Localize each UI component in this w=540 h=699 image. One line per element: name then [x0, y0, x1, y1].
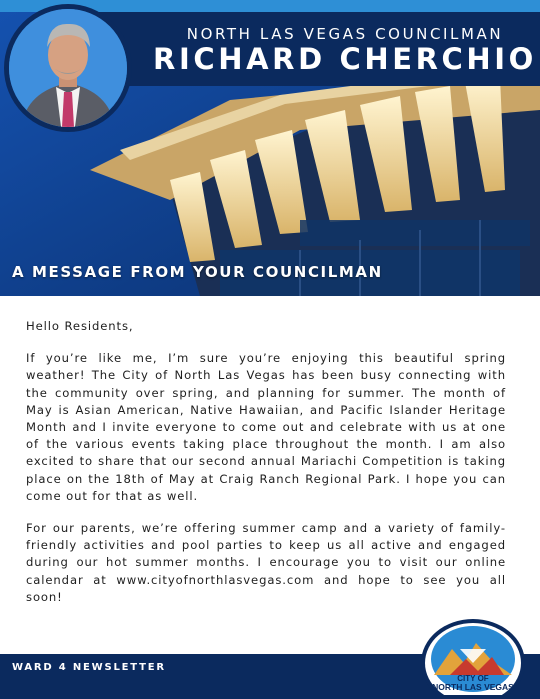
portrait-image	[9, 9, 127, 127]
hero-photo	[0, 0, 540, 296]
paragraph-1: If you’re like me, I’m sure you’re enjoying this beautiful spring weather! The City of North Las Vegas has been busy connecting with the community over spring, and planning for summer. The month of May is Asian American, Native Hawaiian, and Pacific Islander Heritage Month and I invite everyone to come out and celebrate with us at one of the various events taking place throughout the month. I am also excited to share that our second annual Mariachi Competition is taking place on the 18th of May at Craig Ranch Regional Park. I hope you can come out for that as well.	[26, 351, 506, 503]
councilman-portrait	[4, 4, 132, 132]
paragraph-2: For our parents, we’re offering summer camp and a variety of family-friendly activities and pool parties to keep us all active and engaged during our hot summer months. I encourage you to visit our online calendar at www.cityofnorthlasvegas.com and hope to see you all soon!	[26, 521, 506, 604]
logo-line-2: NORTH LAS VEGAS	[432, 682, 514, 692]
newsletter-label: WARD 4 NEWSLETTER	[12, 662, 166, 673]
councilman-title: NORTH LAS VEGAS COUNCILMAN	[186, 25, 504, 43]
letter-body	[26, 318, 506, 621]
message-heading: A MESSAGE FROM YOUR COUNCILMAN	[12, 263, 383, 281]
city-seal-icon	[420, 619, 526, 695]
councilman-name: RICHARD CHERCHIO	[153, 42, 537, 76]
city-logo	[420, 619, 526, 695]
logo-line-1: CITY OF	[457, 674, 489, 683]
greeting: Hello Residents,	[26, 319, 134, 333]
